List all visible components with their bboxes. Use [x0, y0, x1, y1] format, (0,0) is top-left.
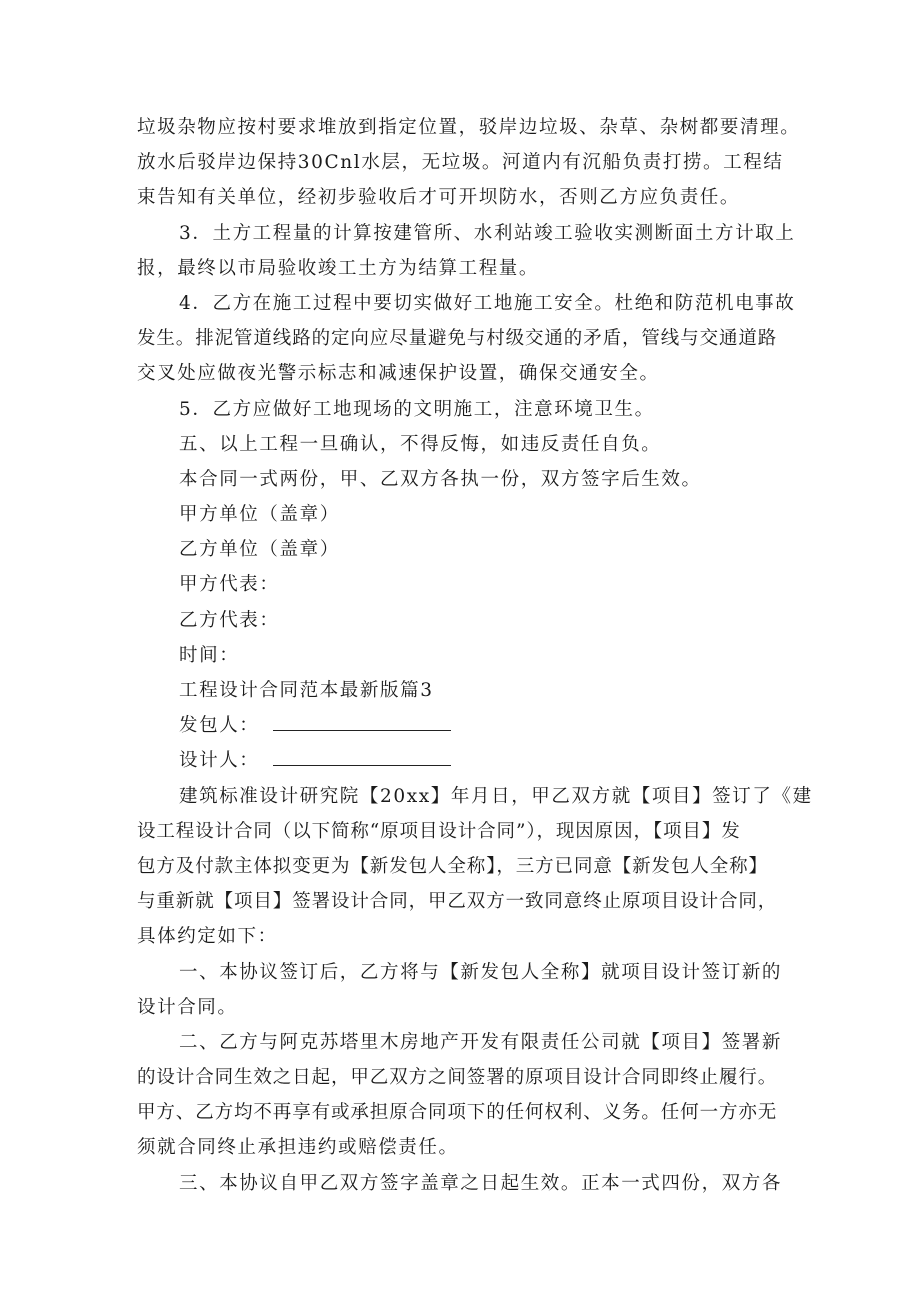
body-line: 发生。排泥管道线路的定向应尽量避免与村级交通的矛盾，管线与交通道路 [137, 328, 778, 350]
body-line: 放水后驳岸边保持30Cnl水层，无垃圾。河道内有沉船负责打捞。工程结 [137, 152, 784, 174]
clause-five: 五、以上工程一旦确认，不得反悔，如违反责任自负。 [179, 433, 662, 455]
agreement-item-2: 二、乙方与阿克苏塔里木房地产开发有限责任公司就【项目】签署新 [179, 1031, 783, 1053]
copies-statement: 本合同一式两份，甲、乙双方各执一份，双方签字后生效。 [179, 468, 702, 490]
party-a-representative: 甲方代表： [179, 574, 280, 596]
body-line: 须就合同终止承担违约或赔偿责任。 [137, 1137, 459, 1159]
document-page [137, 110, 813, 1201]
body-line: 具体约定如下： [137, 926, 278, 948]
section-heading: 工程设计合同范本最新版篇3 [179, 680, 434, 701]
agreement-item-1: 一、本协议签订后，乙方将与【新发包人全称】就项目设计签订新的 [179, 961, 783, 983]
employer-label: 发包人： [179, 715, 260, 737]
body-line: 束告知有关单位，经初步验收后才可开坝防水，否则乙方应负责任。 [137, 187, 741, 209]
clause-5: 5．乙方应做好工地现场的文明施工，注意环境卫生。 [179, 398, 655, 420]
clause-3: 3．土方工程量的计算按建管所、水利站竣工验收实测断面土方计取上 [179, 222, 796, 244]
body-line: 建筑标准设计研究院【20xx】年月日，甲乙双方就【项目】签订了《建 [179, 785, 813, 807]
designer-field [137, 743, 797, 778]
date-label: 时间： [179, 644, 240, 666]
body-line: 的设计合同生效之日起，甲乙双方之间签署的原项目设计合同即终止履行。 [137, 1067, 778, 1089]
party-a-unit: 甲方单位（盖章） [179, 504, 340, 526]
employer-blank [273, 708, 451, 731]
party-b-unit: 乙方单位（盖章） [179, 539, 340, 561]
employer-field [137, 708, 797, 743]
body-line: 垃圾杂物应按村要求堆放到指定位置，驳岸边垃圾、杂草、杂树都要清理。 [137, 117, 801, 138]
body-line: 交叉处应做夜光警示标志和减速保护设置，确保交通安全。 [137, 363, 660, 385]
designer-label: 设计人： [179, 750, 260, 772]
clause-4: 4．乙方在施工过程中要切实做好工地施工安全。杜绝和防范机电事故 [179, 292, 796, 314]
body-line: 设计合同。 [137, 996, 238, 1018]
body-line: 包方及付款主体拟变更为【新发包人全称】，三方已同意【新发包人全称】 [137, 855, 768, 877]
agreement-item-3: 三、本协议自甲乙双方签字盖章之日起生效。正本一式四份，双方各 [179, 1172, 783, 1194]
party-b-representative: 乙方代表： [179, 609, 280, 631]
body-line: 与重新就【项目】签署设计合同，甲乙双方一致同意终止原项目设计合同， [137, 891, 778, 913]
body-line: 设工程设计合同（以下简称“原项目设计合同”），现因原因，【项目】发 [137, 820, 741, 842]
designer-blank [273, 743, 451, 766]
body-line: 甲方、乙方均不再享有或承担原合同项下的任何权利、义务。任何一方亦无 [137, 1102, 778, 1124]
body-line: 报，最终以市局验收竣工土方为结算工程量。 [137, 257, 540, 279]
